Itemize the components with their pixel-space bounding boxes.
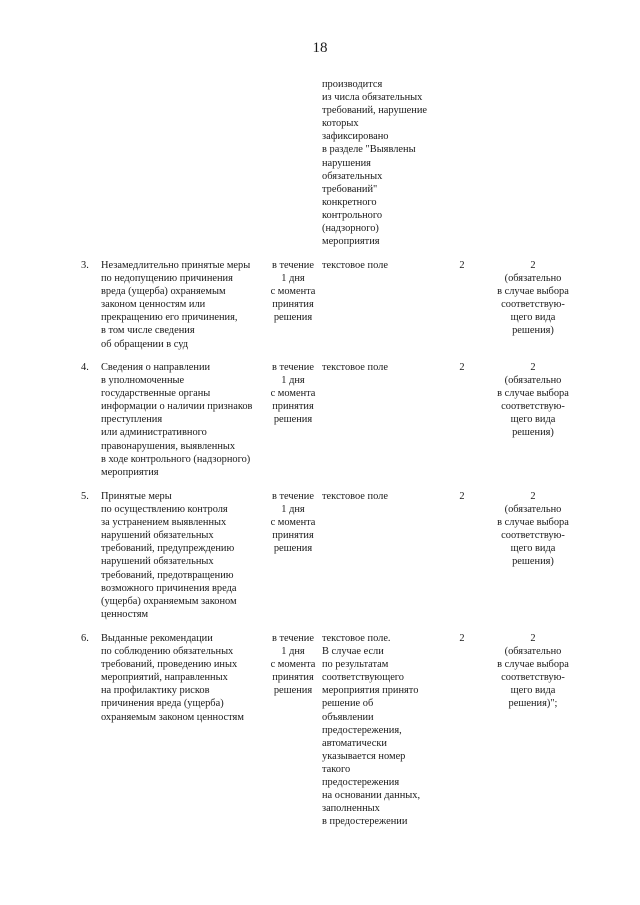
row-term: в течение 1 дня с момента принятия решения — [270, 260, 316, 324]
row-field-type: текстовое поле. В случае если по результатам соответствующего мероприятия принято решение об объявлении предостережения, автоматически указывается номер такого предостережения на основании данных, заполненных в предостережении — [322, 633, 421, 828]
row-count: 2 — [459, 260, 465, 271]
row-number: 5. — [81, 491, 89, 502]
row-number: 6. — [81, 633, 89, 644]
row-number: 4. — [81, 362, 89, 373]
row-requirement: 2 (обязательно в случае выбора соответствую- щего вида решения)"; — [497, 633, 569, 710]
row-field-type: текстовое поле — [322, 260, 388, 271]
row-term: в течение 1 дня с момента принятия решения — [270, 491, 316, 555]
row-name: Выданные рекомендации по соблюдению обязательных требований, проведению иных мероприятий, направленных на профилактику рисков причинения вреда (ущерба) охраняемым законом ценностям — [101, 633, 244, 723]
row-number: 3. — [81, 260, 89, 271]
row-name: Принятые меры по осуществлению контроля за устранением выявленных нарушений обязательных требований, предупреждению нарушений обязательных требований, предотвращению возможного причинения вреда (ущерба) охраняемым законом ценностям — [101, 491, 237, 620]
row-count: 2 — [459, 491, 465, 502]
continuation-field-text: производится из числа обязательных требований, нарушение которых зафиксировано в разделе "Выявлены нарушения обязательных требований" конкретного контрольного (надзорного) мероприятия — [322, 79, 427, 248]
row-requirement: 2 (обязательно в случае выбора соответствую- щего вида решения) — [497, 260, 569, 337]
row-field-type: текстовое поле — [322, 491, 388, 502]
row-term: в течение 1 дня с момента принятия решения — [270, 633, 316, 697]
row-count: 2 — [459, 362, 465, 373]
row-requirement: 2 (обязательно в случае выбора соответствую- щего вида решения) — [497, 491, 569, 568]
row-requirement: 2 (обязательно в случае выбора соответствую- щего вида решения) — [497, 362, 569, 439]
row-name: Незамедлительно принятые меры по недопущению причинения вреда (ущерба) охраняемым законом ценностям или прекращению его причинения, в том числе сведения об обращении в суд — [101, 260, 251, 350]
page-number: 18 — [312, 40, 328, 56]
row-term: в течение 1 дня с момента принятия решения — [270, 362, 316, 426]
row-count: 2 — [459, 633, 465, 644]
row-name: Сведения о направлении в уполномоченные государственные органы информации о наличии признаков преступления или административного правонарушения, выявленных в ходе контрольного (надзорного) мероприятия — [101, 362, 253, 478]
row-field-type: текстовое поле — [322, 362, 388, 373]
